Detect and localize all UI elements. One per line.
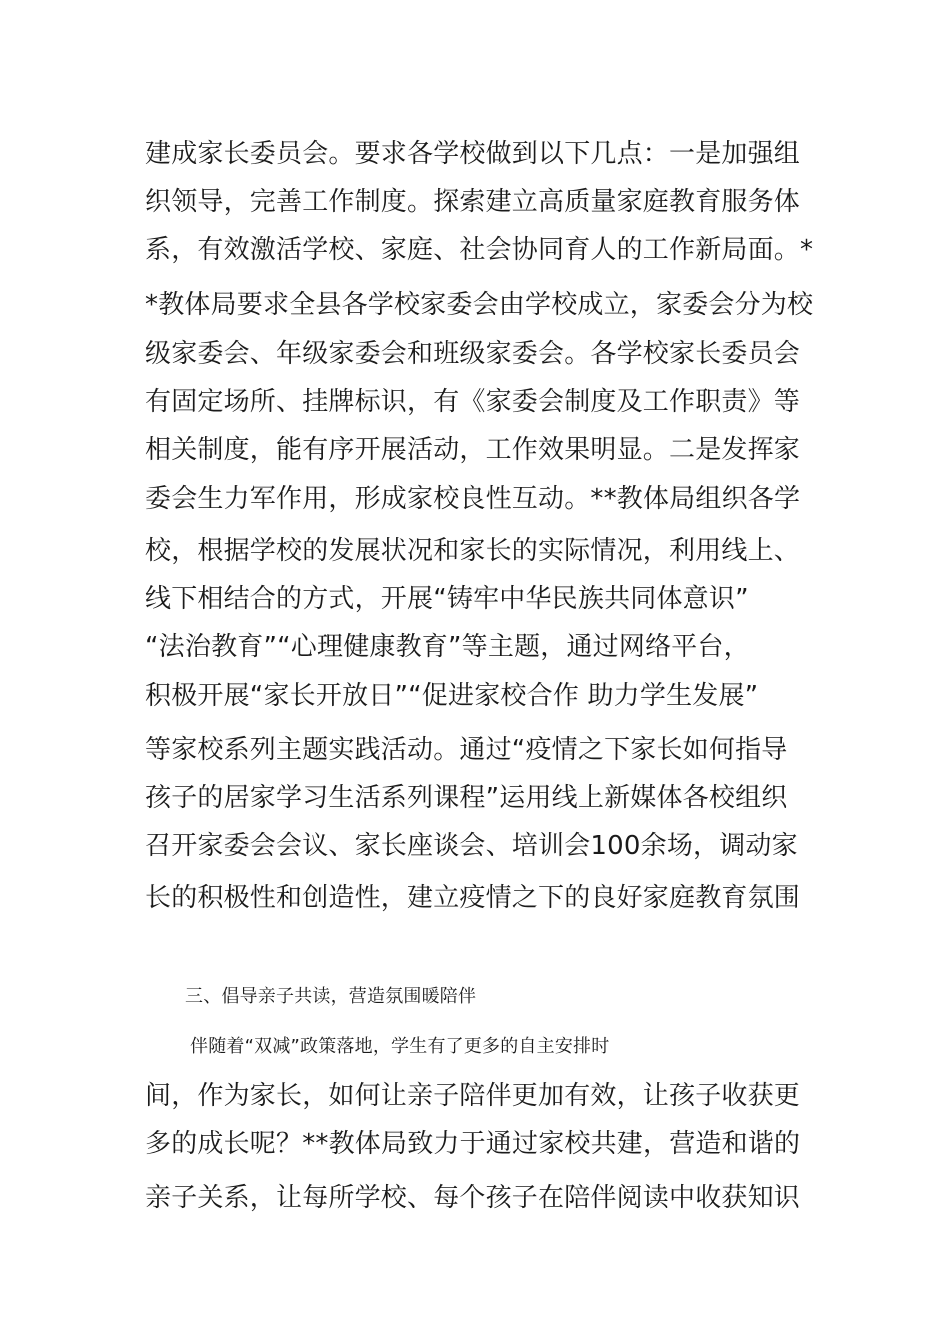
text-line: 织领导，完善工作制度。探索建立高质量家庭教育服务体 (145, 187, 801, 217)
text-line: 线下相结合的方式，开展“铸牢中华民族共同体意识” (145, 584, 749, 614)
text-line: 孩子的居家学习生活系列课程”运用线上新媒体各校组织 (145, 783, 788, 813)
text-line: 系，有效激活学校、家庭、社会协同育人的工作新局面。* (145, 235, 814, 265)
text-line: 建成家长委员会。要求各学校做到以下几点：一是加强组 (145, 139, 801, 169)
section-heading: 三、倡导亲子共读，营造氛围暖陪伴 (185, 986, 477, 1007)
text-line: *教体局要求全县各学校家委会由学校成立，家委会分为校 (145, 290, 814, 320)
text-line: 等家校系列主题实践活动。通过“疫情之下家长如何指导 (145, 735, 788, 765)
text-line: “法治教育”“心理健康教育”等主题，通过网络平台， (145, 632, 750, 662)
text-line: 伴随着“双减”政策落地，学生有了更多的自主安排时 (190, 1036, 610, 1057)
text-line: 积极开展“家长开放日”“促进家校合作 助力学生发展” (145, 681, 759, 711)
text-line: 多的成长呢？**教体局致力于通过家校共建，营造和谐的 (145, 1129, 801, 1159)
text-line: 亲子关系，让每所学校、每个孩子在陪伴阅读中收获知识 (145, 1183, 801, 1213)
text-line: 校，根据学校的发展状况和家长的实际情况，利用线上、 (145, 536, 801, 566)
text-line: 相关制度，能有序开展活动，工作效果明显。二是发挥家 (145, 435, 801, 465)
text-line: 长的积极性和创造性，建立疫情之下的良好家庭教育氛围 (145, 883, 801, 913)
text-line: 级家委会、年级家委会和班级家委会。各学校家长委员会 (145, 339, 801, 369)
text-line: 有固定场所、挂牌标识，有《家委会制度及工作职责》等 (145, 387, 801, 417)
text-line: 间，作为家长，如何让亲子陪伴更加有效，让孩子收获更 (145, 1081, 801, 1111)
text-line: 委会生力军作用，形成家校良性互动。**教体局组织各学 (145, 484, 801, 514)
text-line: 召开家委会会议、家长座谈会、培训会100余场，调动家 (145, 831, 798, 861)
